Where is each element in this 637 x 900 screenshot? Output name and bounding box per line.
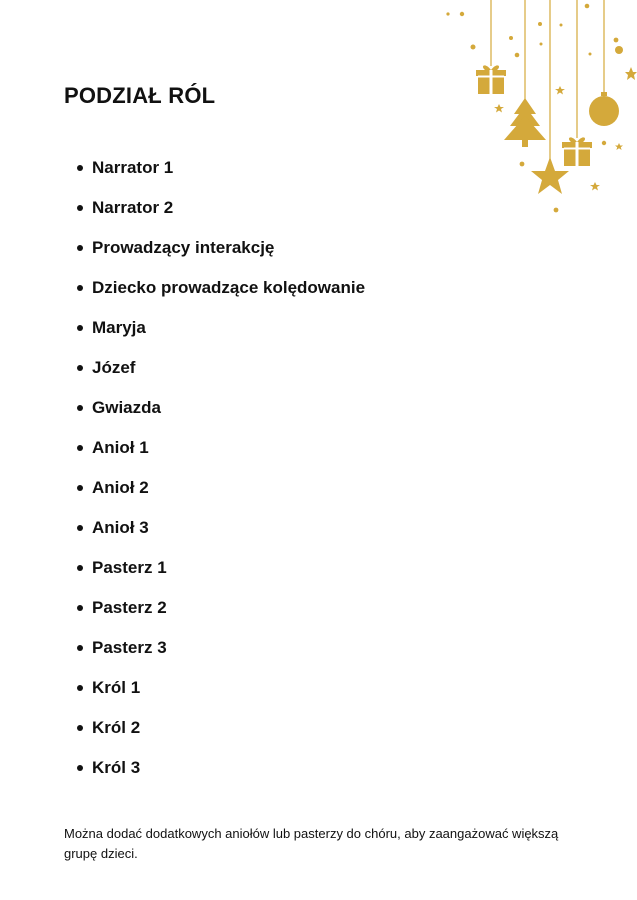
list-item (92, 556, 365, 596)
bullet-icon (77, 725, 83, 731)
list-item (92, 156, 365, 196)
role-label: Gwiazda (92, 398, 161, 417)
role-label: Pasterz 1 (92, 558, 167, 577)
role-label: Pasterz 2 (92, 598, 167, 617)
footnote: Można dodać dodatkowych aniołów lub pasterzy do chóru, aby zaangażować większą grupę dzieci. (64, 826, 559, 861)
bullet-icon (77, 605, 83, 611)
role-label: Anioł 3 (92, 518, 149, 537)
list-item (92, 716, 365, 756)
list-item (92, 316, 365, 356)
role-label: Król 3 (92, 758, 141, 777)
role-label: Narrator 1 (92, 158, 174, 177)
role-label: Prowadzący interakcję (92, 238, 275, 257)
roles-list (92, 156, 365, 796)
gift-icon (476, 65, 506, 94)
bullet-icon (77, 765, 83, 771)
bullet-icon (77, 645, 83, 651)
list-item (92, 756, 365, 796)
role-label: Król 1 (92, 678, 141, 697)
list-item (92, 596, 365, 636)
bullet-icon (77, 285, 83, 291)
bullet-icon (77, 685, 83, 691)
role-label: Józef (92, 358, 136, 377)
list-item (92, 636, 365, 676)
gift-icon (562, 137, 592, 166)
bullet-icon (77, 445, 83, 451)
bullet-icon (77, 245, 83, 251)
bullet-icon (77, 525, 83, 531)
list-item (92, 196, 365, 236)
role-label: Król 2 (92, 718, 141, 737)
list-item (92, 436, 365, 476)
role-label: Maryja (92, 318, 146, 337)
role-label: Pasterz 3 (92, 638, 167, 657)
page-title: PODZIAŁ RÓL (64, 83, 216, 108)
role-label: Narrator 2 (92, 198, 174, 217)
bullet-icon (77, 165, 83, 171)
list-item (92, 516, 365, 556)
bullet-icon (77, 325, 83, 331)
star-icon (531, 157, 569, 194)
christmas-decoration (440, 0, 637, 220)
bullet-icon (77, 485, 83, 491)
bullet-icon (77, 205, 83, 211)
list-item (92, 396, 365, 436)
role-label: Dziecko prowadzące kolędowanie (92, 278, 366, 297)
list-item (92, 236, 365, 276)
bullet-icon (77, 565, 83, 571)
list-item (92, 276, 365, 316)
role-label: Anioł 1 (92, 438, 149, 457)
list-item (92, 476, 365, 516)
role-label: Anioł 2 (92, 478, 149, 497)
list-item (92, 676, 365, 716)
list-item (92, 356, 365, 396)
bullet-icon (77, 405, 83, 411)
bullet-icon (77, 365, 83, 371)
bauble-icon (589, 92, 619, 126)
christmas-tree-icon (504, 98, 546, 147)
